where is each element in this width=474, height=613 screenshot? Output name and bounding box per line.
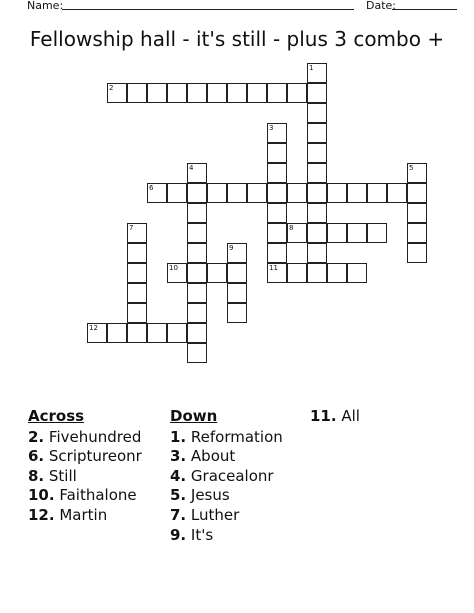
grid-cell[interactable] xyxy=(187,263,207,283)
clue-text: Fivehundred xyxy=(44,427,142,446)
puzzle-title: Fellowship hall - it's still - plus 3 combo + xyxy=(29,27,445,51)
grid-cell[interactable] xyxy=(327,263,347,283)
grid-cell[interactable] xyxy=(187,183,207,203)
grid-cell[interactable] xyxy=(187,323,207,343)
clue-text: Reformation xyxy=(186,427,283,446)
clue-text: Faithalone xyxy=(54,486,137,505)
grid-cell[interactable] xyxy=(127,83,147,103)
grid-cell[interactable] xyxy=(127,283,147,303)
grid-cell[interactable] xyxy=(267,123,287,143)
grid-cell[interactable] xyxy=(227,303,247,323)
grid-cell[interactable] xyxy=(307,143,327,163)
grid-cell[interactable] xyxy=(167,183,187,203)
grid-cell[interactable] xyxy=(87,323,107,343)
grid-cell[interactable] xyxy=(267,203,287,223)
grid-cell[interactable] xyxy=(367,183,387,203)
grid-cell[interactable] xyxy=(267,143,287,163)
clue-text: Jesus xyxy=(186,486,230,505)
clue-number: 7. xyxy=(170,505,187,524)
date-line[interactable] xyxy=(392,9,457,10)
grid-cell[interactable] xyxy=(347,263,367,283)
grid-cell[interactable] xyxy=(167,263,187,283)
grid-cell[interactable] xyxy=(267,223,287,243)
clue-item xyxy=(170,447,283,467)
grid-cell[interactable] xyxy=(207,183,227,203)
date-label: Date: xyxy=(366,0,396,12)
clue-item xyxy=(170,506,283,526)
grid-cell[interactable] xyxy=(307,163,327,183)
grid-cell[interactable] xyxy=(347,223,367,243)
grid-cell[interactable] xyxy=(187,243,207,263)
grid-cell[interactable] xyxy=(227,283,247,303)
grid-cell[interactable] xyxy=(307,103,327,123)
cell-number: 3 xyxy=(269,124,274,132)
grid-cell[interactable] xyxy=(327,183,347,203)
clue-text: Still xyxy=(44,466,77,485)
clue-item xyxy=(28,447,142,467)
grid-cell[interactable] xyxy=(187,303,207,323)
down-heading: Down xyxy=(170,407,218,425)
grid-cell[interactable] xyxy=(247,83,267,103)
grid-cell[interactable] xyxy=(227,83,247,103)
grid-cell[interactable] xyxy=(407,203,427,223)
clue-item xyxy=(28,467,142,487)
cell-number: 10 xyxy=(169,264,178,272)
cell-number: 12 xyxy=(89,324,98,332)
grid-cell[interactable] xyxy=(307,123,327,143)
clue-text: All xyxy=(336,407,360,425)
grid-cell[interactable] xyxy=(287,223,307,243)
grid-cell[interactable] xyxy=(407,243,427,263)
grid-cell[interactable] xyxy=(327,223,347,243)
grid-cell[interactable] xyxy=(407,163,427,183)
clue-number: 10. xyxy=(28,486,55,505)
grid-cell[interactable] xyxy=(167,323,187,343)
grid-cell[interactable] xyxy=(407,223,427,243)
grid-cell[interactable] xyxy=(187,343,207,363)
grid-cell[interactable] xyxy=(227,263,247,283)
down-clues xyxy=(170,407,283,545)
grid-cell[interactable] xyxy=(227,183,247,203)
cell-number: 2 xyxy=(109,84,114,92)
cell-number: 6 xyxy=(149,184,154,192)
grid-cell[interactable] xyxy=(367,223,387,243)
grid-cell[interactable] xyxy=(287,263,307,283)
clue-item xyxy=(170,428,283,448)
grid-cell[interactable] xyxy=(267,263,287,283)
across-clues xyxy=(28,407,142,526)
clue-text: Martin xyxy=(54,505,108,524)
name-label: Name: xyxy=(27,0,64,12)
grid-cell[interactable] xyxy=(187,223,207,243)
clue-item xyxy=(28,428,142,448)
grid-cell[interactable] xyxy=(127,243,147,263)
cell-number: 9 xyxy=(229,244,234,252)
clue-item xyxy=(170,526,283,546)
clue-number: 1. xyxy=(170,427,187,446)
clue-number: 8. xyxy=(28,466,45,485)
cell-number: 8 xyxy=(289,224,294,232)
grid-cell[interactable] xyxy=(267,243,287,263)
grid-cell[interactable] xyxy=(167,83,187,103)
clue-item xyxy=(310,407,360,427)
clue-text: Scriptureonr xyxy=(44,447,142,466)
clue-item xyxy=(28,506,142,526)
grid-cell[interactable] xyxy=(387,183,407,203)
clue-item xyxy=(170,467,283,487)
cell-number: 11 xyxy=(269,264,278,272)
grid-cell[interactable] xyxy=(307,223,327,243)
clue-number: 5. xyxy=(170,486,187,505)
grid-cell[interactable] xyxy=(267,183,287,203)
grid-cell[interactable] xyxy=(407,183,427,203)
clue-text: Luther xyxy=(186,505,240,524)
grid-cell[interactable] xyxy=(307,243,327,263)
grid-cell[interactable] xyxy=(147,323,167,343)
grid-cell[interactable] xyxy=(187,203,207,223)
clue-item xyxy=(28,486,142,506)
clue-item xyxy=(170,486,283,506)
clue-number: 3. xyxy=(170,447,187,466)
grid-cell[interactable] xyxy=(287,83,307,103)
clue-text: Gracealonr xyxy=(186,466,274,485)
grid-cell[interactable] xyxy=(107,83,127,103)
clue-number: 11. xyxy=(310,407,337,425)
grid-cell[interactable] xyxy=(347,183,367,203)
grid-cell[interactable] xyxy=(307,263,327,283)
grid-cell[interactable] xyxy=(207,263,227,283)
clue-number: 9. xyxy=(170,525,187,544)
grid-cell[interactable] xyxy=(247,183,267,203)
grid-cell[interactable] xyxy=(207,83,227,103)
grid-cell[interactable] xyxy=(127,303,147,323)
across-heading: Across xyxy=(28,407,85,425)
cell-number: 1 xyxy=(309,64,314,72)
grid-cell[interactable] xyxy=(287,183,307,203)
grid-cell[interactable] xyxy=(107,323,127,343)
cell-number: 7 xyxy=(129,224,134,232)
name-line[interactable] xyxy=(62,9,354,10)
grid-cell[interactable] xyxy=(267,163,287,183)
clue-number: 6. xyxy=(28,447,45,466)
grid-cell[interactable] xyxy=(187,283,207,303)
cell-number: 5 xyxy=(409,164,414,172)
clue-text: About xyxy=(186,447,236,466)
grid-cell[interactable] xyxy=(127,323,147,343)
grid-cell[interactable] xyxy=(307,83,327,103)
grid-cell[interactable] xyxy=(227,243,247,263)
grid-cell[interactable] xyxy=(127,263,147,283)
cell-number: 4 xyxy=(189,164,194,172)
grid-cell[interactable] xyxy=(127,223,147,243)
grid-cell[interactable] xyxy=(187,163,207,183)
grid-cell[interactable] xyxy=(147,83,167,103)
grid-cell[interactable] xyxy=(267,83,287,103)
grid-cell[interactable] xyxy=(307,203,327,223)
clue-number: 2. xyxy=(28,427,45,446)
clue-text: It's xyxy=(186,525,214,544)
grid-cell[interactable] xyxy=(307,183,327,203)
grid-cell[interactable] xyxy=(147,183,167,203)
grid-cell[interactable] xyxy=(307,63,327,83)
clue-number: 12. xyxy=(28,505,55,524)
down-clues-continued xyxy=(310,407,360,427)
clue-number: 4. xyxy=(170,466,187,485)
grid-cell[interactable] xyxy=(187,83,207,103)
